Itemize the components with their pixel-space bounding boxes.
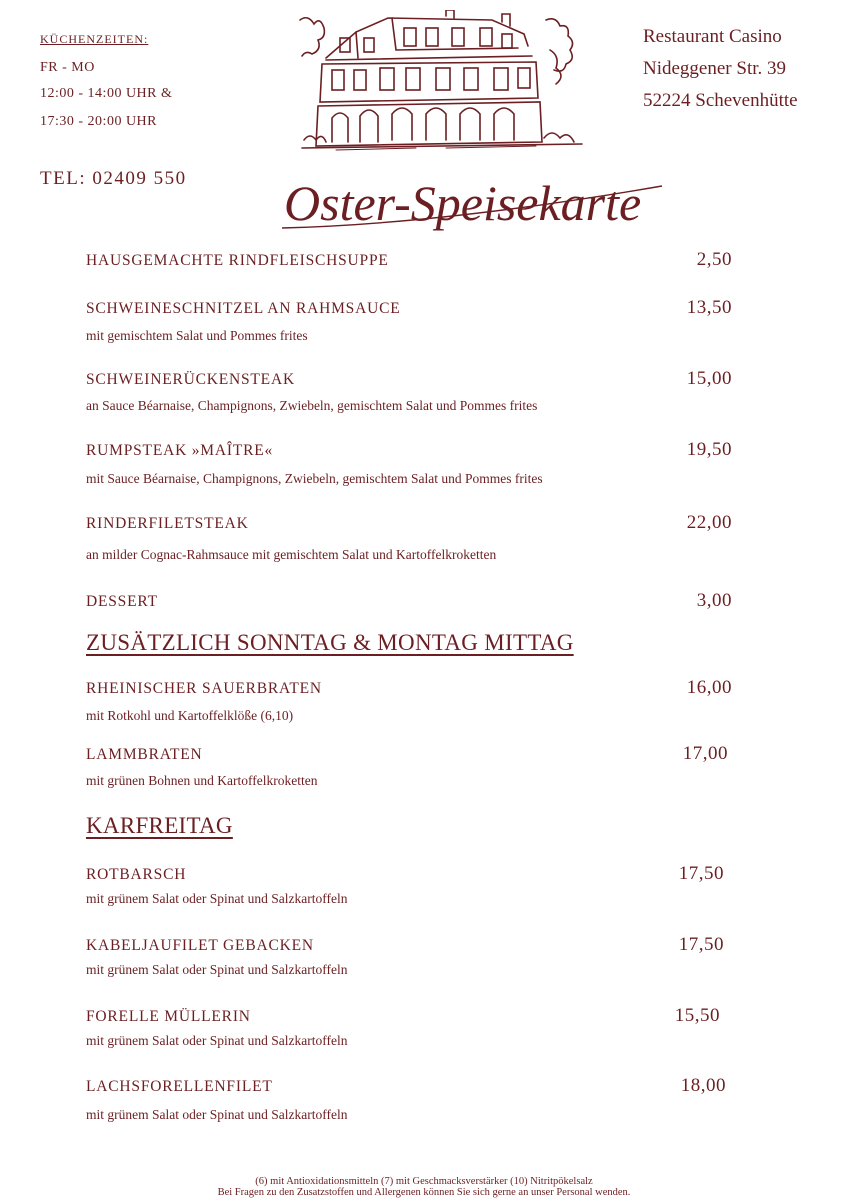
- kitchen-hours-line1: 12:00 - 14:00 UHR &: [40, 86, 173, 101]
- menu-title: [272, 158, 672, 248]
- restaurant-street: Nideggener Str. 39: [643, 58, 787, 79]
- menu-item-name: RHEINISCHER SAUERBRATEN: [86, 680, 322, 697]
- kitchen-hours-line2: 17:30 - 20:00 UHR: [40, 114, 157, 129]
- menu-item-price: 3,00: [696, 590, 732, 611]
- menu-item-price: 15,00: [686, 368, 732, 389]
- menu-item-price: 18,00: [680, 1075, 726, 1096]
- footer-allergen-note: Bei Fragen zu den Zusatzstoffen und Allergenen können Sie sich gerne an unser Personal wenden.: [217, 1187, 631, 1198]
- restaurant-city: 52224 Schevenhütte: [643, 90, 798, 111]
- menu-item-price: 17,50: [678, 863, 724, 884]
- menu-item-name: ROTBARSCH: [86, 866, 187, 883]
- menu-item-price: 22,00: [686, 512, 732, 533]
- menu-item-name: LAMMBRATEN: [86, 746, 203, 763]
- menu-item-price: 17,50: [678, 934, 724, 955]
- menu-item-name: HAUSGEMACHTE RINDFLEISCHSUPPE: [86, 252, 389, 269]
- menu-item-description: an Sauce Béarnaise, Champignons, Zwiebeln, gemischtem Salat und Pommes frites: [86, 398, 538, 413]
- section-heading-good-friday: KARFREITAG: [86, 813, 233, 838]
- menu-item-description: mit Rotkohl und Kartoffelklöße (6,10): [86, 708, 294, 723]
- phone-number: TEL: 02409 550: [40, 168, 187, 189]
- menu-item-name: RINDERFILETSTEAK: [86, 515, 249, 532]
- menu-item-description: mit grünem Salat oder Spinat und Salzkartoffeln: [86, 1033, 348, 1048]
- menu-item-price: 17,00: [682, 743, 728, 764]
- menu-item-name: KABELJAUFILET GEBACKEN: [86, 937, 314, 954]
- menu-item-description: mit grünem Salat oder Spinat und Salzkartoffeln: [86, 1107, 348, 1122]
- menu-item-description: mit gemischtem Salat und Pommes frites: [86, 328, 308, 343]
- menu-item-price: 13,50: [686, 297, 732, 318]
- menu-item-name: SCHWEINERÜCKENSTEAK: [86, 371, 295, 388]
- kitchen-hours-title: KÜCHENZEITEN:: [40, 32, 149, 46]
- restaurant-name: Restaurant Casino: [643, 26, 782, 47]
- menu-item-price: 16,00: [686, 677, 732, 698]
- kitchen-hours-days: FR - MO: [40, 60, 95, 75]
- menu-item-name: RUMPSTEAK »MAÎTRE«: [86, 442, 274, 459]
- menu-item-description: mit Sauce Béarnaise, Champignons, Zwiebeln, gemischtem Salat und Pommes frites: [86, 471, 543, 486]
- menu-item-description: mit grünem Salat oder Spinat und Salzkartoffeln: [86, 891, 348, 906]
- menu-item-name: LACHSFORELLENFILET: [86, 1078, 273, 1095]
- restaurant-building-sketch: [296, 10, 588, 152]
- menu-item-description: mit grünen Bohnen und Kartoffelkroketten: [86, 773, 318, 788]
- footer-additives: (6) mit Antioxidationsmitteln (7) mit Geschmacksverstärker (10) Nitritpökelsalz: [255, 1176, 593, 1187]
- menu-item-price: 2,50: [696, 249, 732, 270]
- section-heading-sunday-monday: ZUSÄTZLICH SONNTAG & MONTAG MITTAG: [86, 630, 574, 655]
- menu-item-price: 15,50: [674, 1005, 720, 1026]
- menu-item-name: DESSERT: [86, 593, 158, 610]
- menu-item-price: 19,50: [686, 439, 732, 460]
- menu-item-description: an milder Cognac-Rahmsauce mit gemischtem Salat und Kartoffelkroketten: [86, 547, 497, 562]
- menu-item-description: mit grünem Salat oder Spinat und Salzkartoffeln: [86, 962, 348, 977]
- menu-item-name: SCHWEINESCHNITZEL AN RAHMSAUCE: [86, 300, 401, 317]
- svg-text:Oster-Speisekarte: Oster-Speisekarte: [284, 175, 642, 231]
- menu-item-name: FORELLE MÜLLERIN: [86, 1008, 251, 1025]
